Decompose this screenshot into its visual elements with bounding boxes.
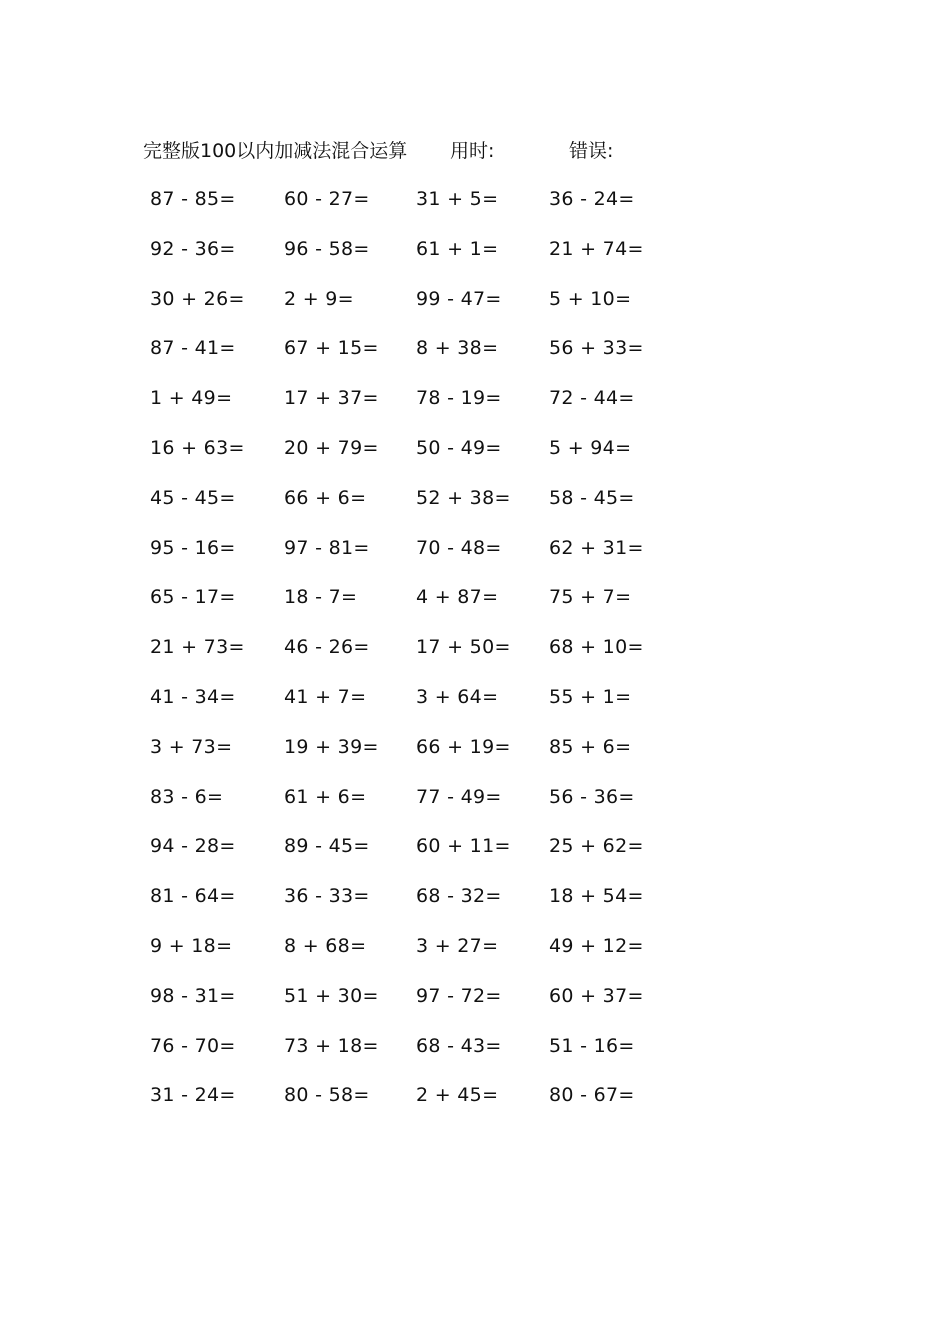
problem-item: 21 + 73= — [150, 636, 245, 659]
problem-item: 60 - 27= — [284, 188, 370, 210]
problem-item: 98 - 31= — [150, 984, 236, 1007]
problem-item: 17 + 50= — [416, 636, 511, 659]
problem-item: 70 - 48= — [416, 536, 502, 559]
problem-item: 66 + 6= — [284, 486, 367, 509]
problem-row — [0, 883, 950, 933]
problem-item: 96 - 58= — [284, 237, 370, 260]
problem-item: 31 + 5= — [416, 188, 499, 210]
problem-item: 9 + 18= — [150, 934, 233, 957]
problem-item: 87 - 85= — [150, 188, 236, 210]
problem-item: 68 - 43= — [416, 1034, 502, 1057]
problem-item: 8 + 68= — [284, 934, 367, 957]
problem-item: 3 + 27= — [416, 934, 499, 957]
problem-item: 46 - 26= — [284, 636, 370, 659]
problem-item: 36 - 24= — [549, 188, 635, 210]
problem-item: 1 + 49= — [150, 387, 233, 410]
problem-item: 87 - 41= — [150, 337, 236, 360]
problem-item: 77 - 49= — [416, 785, 502, 808]
problem-item: 16 + 63= — [150, 436, 245, 459]
problem-item: 75 + 7= — [549, 586, 632, 609]
problem-item: 83 - 6= — [150, 785, 224, 808]
problem-row — [0, 535, 950, 585]
problem-item: 65 - 17= — [150, 586, 236, 609]
problem-item: 56 - 36= — [549, 785, 635, 808]
problem-row — [0, 435, 950, 485]
problem-item: 20 + 79= — [284, 436, 379, 459]
problem-item: 56 + 33= — [549, 337, 644, 360]
problem-row — [0, 983, 950, 1033]
problem-item: 94 - 28= — [150, 835, 236, 858]
worksheet-title: 完整版100以内加减法混合运算 — [143, 140, 408, 162]
problem-item: 17 + 37= — [284, 387, 379, 410]
problem-item: 5 + 94= — [549, 436, 632, 459]
problem-item: 30 + 26= — [150, 287, 245, 310]
problem-item: 62 + 31= — [549, 536, 644, 559]
time-label: 用时: — [450, 140, 495, 162]
problem-row — [0, 335, 950, 385]
problem-item: 72 - 44= — [549, 387, 635, 410]
problem-row — [0, 1082, 950, 1132]
problem-item: 76 - 70= — [150, 1034, 236, 1057]
problem-item: 50 - 49= — [416, 436, 502, 459]
problem-item: 80 - 58= — [284, 1084, 370, 1107]
problem-item: 2 + 9= — [284, 287, 354, 310]
problem-item: 21 + 74= — [549, 237, 644, 260]
problem-row — [0, 734, 950, 784]
problem-row — [0, 933, 950, 983]
problem-row — [0, 385, 950, 435]
problem-item: 52 + 38= — [416, 486, 511, 509]
problem-item: 18 + 54= — [549, 885, 644, 908]
problem-item: 41 + 7= — [284, 685, 367, 708]
problem-item: 51 + 30= — [284, 984, 379, 1007]
problem-row — [0, 286, 950, 336]
problem-item: 36 - 33= — [284, 885, 370, 908]
problem-item: 78 - 19= — [416, 387, 502, 410]
problem-row — [0, 186, 950, 236]
problem-row — [0, 784, 950, 834]
problem-item: 5 + 10= — [549, 287, 632, 310]
problem-item: 3 + 64= — [416, 685, 499, 708]
problem-row — [0, 833, 950, 883]
problem-row — [0, 634, 950, 684]
problem-item: 81 - 64= — [150, 885, 236, 908]
problem-item: 61 + 1= — [416, 237, 499, 260]
problem-item: 18 - 7= — [284, 586, 358, 609]
problem-item: 60 + 37= — [549, 984, 644, 1007]
problem-item: 95 - 16= — [150, 536, 236, 559]
worksheet-header — [0, 138, 950, 164]
problem-item: 99 - 47= — [416, 287, 502, 310]
problem-item: 41 - 34= — [150, 685, 236, 708]
problem-item: 80 - 67= — [549, 1084, 635, 1107]
problem-item: 67 + 15= — [284, 337, 379, 360]
problem-row — [0, 1033, 950, 1083]
problem-row — [0, 236, 950, 286]
problem-item: 55 + 1= — [549, 685, 632, 708]
problem-item: 3 + 73= — [150, 735, 233, 758]
problem-item: 51 - 16= — [549, 1034, 635, 1057]
problem-row — [0, 684, 950, 734]
problem-item: 73 + 18= — [284, 1034, 379, 1057]
problem-row — [0, 584, 950, 634]
problem-grid — [0, 186, 950, 1132]
problem-item: 68 + 10= — [549, 636, 644, 659]
problem-item: 66 + 19= — [416, 735, 511, 758]
problem-item: 8 + 38= — [416, 337, 499, 360]
problem-item: 97 - 81= — [284, 536, 370, 559]
problem-row — [0, 485, 950, 535]
problem-item: 19 + 39= — [284, 735, 379, 758]
problem-item: 97 - 72= — [416, 984, 502, 1007]
problem-item: 4 + 87= — [416, 586, 499, 609]
problem-item: 31 - 24= — [150, 1084, 236, 1107]
problem-item: 25 + 62= — [549, 835, 644, 858]
problem-item: 45 - 45= — [150, 486, 236, 509]
problem-item: 85 + 6= — [549, 735, 632, 758]
problem-item: 58 - 45= — [549, 486, 635, 509]
problem-item: 68 - 32= — [416, 885, 502, 908]
problem-item: 60 + 11= — [416, 835, 511, 858]
errors-label: 错误: — [569, 140, 614, 162]
problem-item: 49 + 12= — [549, 934, 644, 957]
problem-item: 92 - 36= — [150, 237, 236, 260]
problem-item: 2 + 45= — [416, 1084, 499, 1107]
problem-item: 89 - 45= — [284, 835, 370, 858]
problem-item: 61 + 6= — [284, 785, 367, 808]
